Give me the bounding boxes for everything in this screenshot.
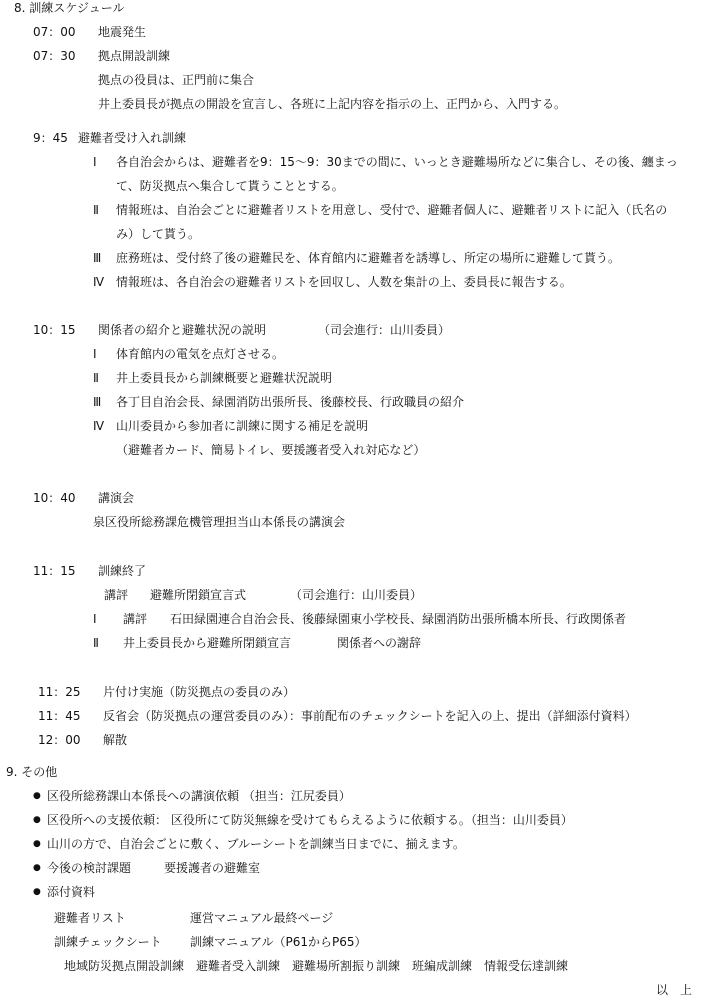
roman-1: Ⅰ: [93, 155, 97, 169]
item-b3: 各丁目自治会長、緑園消防出張所長、後藤校長、行政職員の紹介: [116, 395, 465, 409]
event-1145: 反省会（防災拠点の運営委員のみ）：事前配布のチェックシートを記入の上、提出（詳細添付資料）: [103, 709, 637, 723]
event-1115: 訓練終了: [98, 564, 147, 578]
event-0730-line1: 拠点の役員は、正門前に集合: [98, 73, 255, 87]
time-0945: 9：45: [33, 131, 68, 145]
roman-3: Ⅲ: [93, 395, 102, 409]
roman-1: Ⅰ: [93, 612, 97, 626]
bullet-item: ● 今後の検討課題: [47, 860, 131, 876]
event-1115-review: 講評: [104, 588, 129, 602]
bullet-item: ● 山川の方で、自治会ごとに敷く、ブルーシートを訓練当日までに、揃えます。: [47, 836, 465, 852]
item-a2-line1: 情報班は、自治会ごとに避難者リストを用意し、受付で、避難者個人に、避難者リストに記入（氏名の: [116, 203, 668, 217]
event-0730: 拠点開設訓練: [98, 49, 171, 63]
section-9-title: 9. その他: [6, 765, 58, 779]
time-1145: 11：45: [38, 709, 81, 723]
event-1115-closing: 避難所閉鎖宣言式: [150, 588, 247, 602]
item-a1-line2: て、防災拠点へ集合して貰うこととする。: [116, 179, 344, 193]
item-c2-label: 井上委員長から避難所閉鎖宣言: [123, 636, 292, 650]
item-b4-sub: （避難者カード、簡易トイレ、要援護者受入れ対応など）: [116, 443, 426, 457]
event-0700: 地震発生: [98, 25, 147, 39]
item-c2-text: 関係者への謝辞: [337, 636, 422, 650]
event-1015: 関係者の紹介と避難状況の説明: [98, 323, 267, 337]
time-0700: 07：00: [33, 25, 76, 39]
time-1040: 10：40: [33, 491, 76, 505]
attachment-2-detail: 訓練マニュアル（P61からP65）: [190, 935, 367, 949]
item-c1-label: 講評: [123, 612, 148, 626]
item-b1: 体育館内の電気を点灯させる。: [116, 347, 285, 361]
event-1200: 解散: [103, 733, 128, 747]
item-a4: 情報班は、各自治会の避難者リストを回収し、人数を集計の上、委員長に報告する。: [116, 275, 572, 289]
time-1125: 11：25: [38, 685, 81, 699]
item-c1-text: 石田緑園連合自治会長、後藤緑園東小学校長、緑園消防出張所橋本所長、行政関係者: [170, 612, 627, 626]
item-b4: 山川委員から参加者に訓練に関する補足を説明: [116, 419, 369, 433]
attachment-3: 地域防災拠点開設訓練 避難者受入訓練 避難場所割振り訓練 班編成訓練 情報受伝達訓練: [64, 959, 569, 973]
time-1115: 11：15: [33, 564, 76, 578]
bullet-item: ● 添付資料: [47, 884, 95, 900]
roman-2: Ⅱ: [93, 371, 99, 385]
event-1040: 講演会: [98, 491, 135, 505]
bullet-item-detail: 要援護者の避難室: [164, 861, 261, 875]
event-1125: 片付け実施（防災拠点の委員のみ）: [103, 685, 296, 699]
event-1015-mc: （司会進行：山川委員）: [318, 323, 451, 337]
attachment-1-detail: 運営マニュアル最終ページ: [190, 911, 334, 925]
event-0945: 避難者受け入れ訓練: [78, 131, 187, 145]
time-1200: 12：00: [38, 733, 81, 747]
item-a2-line2: み）して貰う。: [116, 227, 201, 241]
bullet-item: ● 区役所総務課山本係長への講演依頼 （担当：江尻委員）: [47, 788, 351, 804]
attachment-2: 訓練チェックシート: [54, 935, 162, 949]
section-8-title: 8. 訓練スケジュール: [14, 1, 125, 15]
end-mark: 以 上: [656, 983, 693, 997]
roman-2: Ⅱ: [93, 203, 99, 217]
event-1040-line1: 泉区役所総務課危機管理担当山本係長の講演会: [93, 515, 346, 529]
time-0730: 07：30: [33, 49, 76, 63]
attachment-1: 避難者リスト: [54, 911, 126, 925]
event-0730-line2: 井上委員長が拠点の開設を宣言し、各班に上記内容を指示の上、正門から、入門する。: [98, 97, 567, 111]
roman-1: Ⅰ: [93, 347, 97, 361]
roman-4: Ⅳ: [93, 275, 105, 289]
time-1015: 10：15: [33, 323, 76, 337]
bullet-item: ● 区役所への支援依頼： 区役所にて防災無線を受けてもらえるように依頼する。（担当：山川委員）: [47, 812, 573, 828]
item-b2: 井上委員長から訓練概要と避難状況説明: [116, 371, 333, 385]
item-a3: 庶務班は、受付終了後の避難民を、体育館内に避難者を誘導し、所定の場所に避難して貰う。: [116, 251, 621, 265]
roman-4: Ⅳ: [93, 419, 105, 433]
roman-3: Ⅲ: [93, 251, 102, 265]
event-1115-mc: （司会進行：山川委員）: [290, 588, 423, 602]
roman-2: Ⅱ: [93, 636, 99, 650]
item-a1-line1: 各自治会からは、避難者を9：15～9：30までの間に、いっとき避難場所などに集合し、その後、纏まっ: [116, 155, 678, 169]
